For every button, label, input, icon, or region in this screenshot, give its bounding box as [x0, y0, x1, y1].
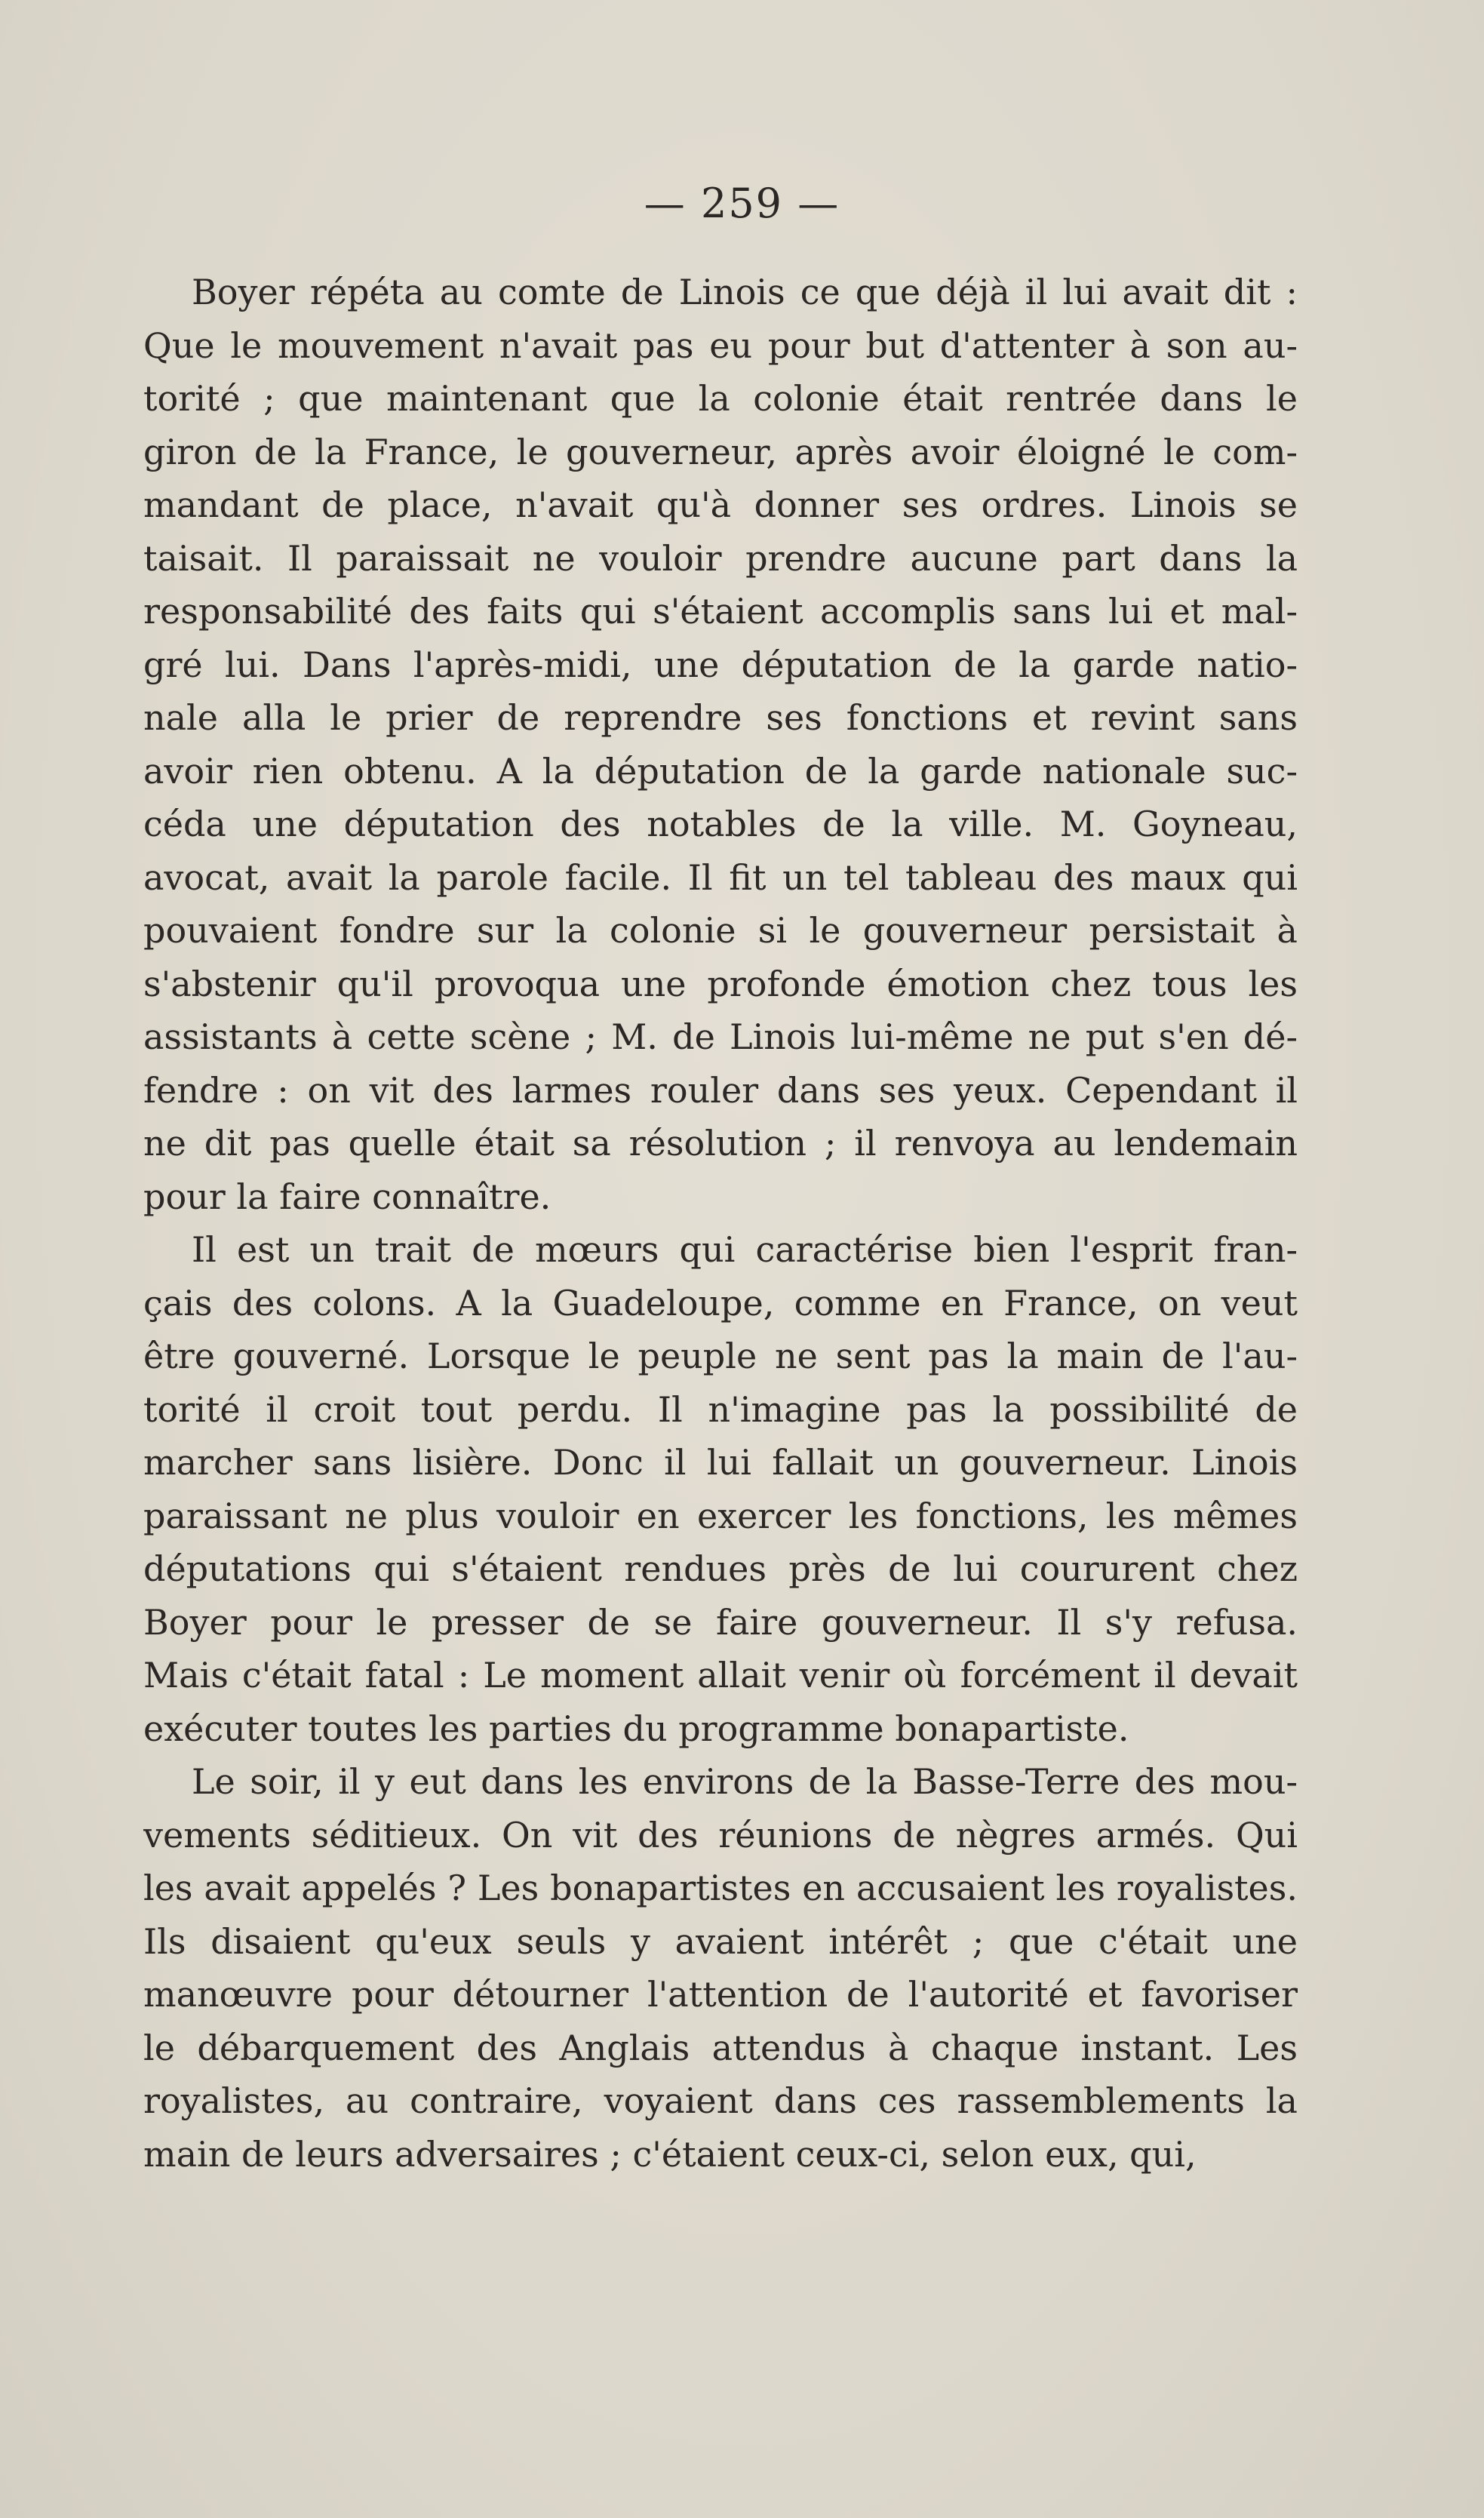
text-line: vements séditieux. On vit des réunions de nègres armés. Qui [143, 1814, 1298, 1855]
text-line: céda une députation des notables de la ville. M. Goyneau, [143, 804, 1298, 844]
text-line: paraissant ne plus vouloir en exercer les fonctions, les mêmes [143, 1495, 1298, 1536]
text-line: ne dit pas quelle était sa résolution ; il renvoya au lendemain [143, 1123, 1298, 1164]
text-line: assistants à cette scène ; M. de Linois lui-même ne put s'en dé- [143, 1016, 1298, 1057]
text-line: taisait. Il paraissait ne vouloir prendre aucune part dans la [143, 537, 1298, 579]
text-line: royalistes, au contraire, voyaient dans ces rassemblements la [143, 2080, 1298, 2121]
text-line: Le soir, il y eut dans les environs de la Basse-Terre des mou- [192, 1761, 1298, 1802]
paragraph [143, 266, 1298, 1223]
text-line: avoir rien obtenu. A la députation de la garde nationale suc- [143, 750, 1298, 792]
text-line: être gouverné. Lorsque le peuple ne sent pas la main de l'au- [143, 1336, 1298, 1376]
text-line: les avait appelés ? Les bonapartistes en accusaient les royalistes. [143, 1868, 1298, 1908]
text-line: marcher sans lisière. Donc il lui fallait un gouverneur. Linois [143, 1442, 1298, 1483]
text-line: mandant de place, n'avait qu'à donner ses ordres. Linois se [143, 484, 1298, 525]
text-line: giron de la France, le gouverneur, après avoir éloigné le com- [143, 431, 1298, 472]
text-line: Boyer répéta au comte de Linois ce que déjà il lui avait dit : [192, 272, 1298, 312]
body-text [143, 266, 1298, 2181]
paragraph [143, 1755, 1298, 2181]
text-line: fendre : on vit des larmes rouler dans ses yeux. Cependant il [143, 1069, 1298, 1111]
text-line: torité il croit tout perdu. Il n'imagine pas la possibilité de [143, 1388, 1298, 1430]
page-number: — 259 — [644, 180, 840, 227]
text-line: manœuvre pour détourner l'attention de l'autorité et favoriser [143, 1974, 1298, 2015]
text-line: pour la faire connaître. [143, 1176, 552, 1217]
text-line: çais des colons. A la Guadeloupe, comme en France, on veut [143, 1282, 1298, 1324]
text-line: le débarquement des Anglais attendus à chaque instant. Les [143, 2027, 1298, 2068]
text-line: pouvaient fondre sur la colonie si le gouverneur persistait à [143, 910, 1298, 951]
text-line: nale alla le prier de reprendre ses fonctions et revint sans [143, 697, 1298, 738]
text-line: députations qui s'étaient rendues près de lui coururent chez [143, 1548, 1298, 1589]
text-line: Il est un trait de mœurs qui caractérise bien l'esprit fran- [192, 1229, 1298, 1270]
paragraph [143, 1223, 1298, 1755]
text-line: Boyer pour le presser de se faire gouverneur. Il s'y refusa. [143, 1601, 1298, 1643]
text-line: avocat, avait la parole facile. Il fit un tel tableau des maux qui [143, 856, 1298, 898]
text-line: main de leurs adversaires ; c'étaient ceux-ci, selon eux, qui, [143, 2133, 1197, 2175]
text-line: Que le mouvement n'avait pas eu pour but d'attenter à son au- [143, 324, 1298, 366]
text-line: torité ; que maintenant que la colonie était rentrée dans le [143, 378, 1298, 419]
text-line: gré lui. Dans l'après-midi, une députation de la garde natio- [143, 644, 1298, 685]
text-line: exécuter toutes les parties du programme bonapartiste. [143, 1708, 1129, 1749]
text-line: Mais c'était fatal : Le moment allait venir où forcément il devait [143, 1655, 1298, 1696]
text-line: s'abstenir qu'il provoqua une profonde émotion chez tous les [143, 963, 1298, 1004]
text-line: Ils disaient qu'eux seuls y avaient intérêt ; que c'était une [143, 1920, 1298, 1962]
text-line: responsabilité des faits qui s'étaient accomplis sans lui et mal- [143, 591, 1298, 632]
